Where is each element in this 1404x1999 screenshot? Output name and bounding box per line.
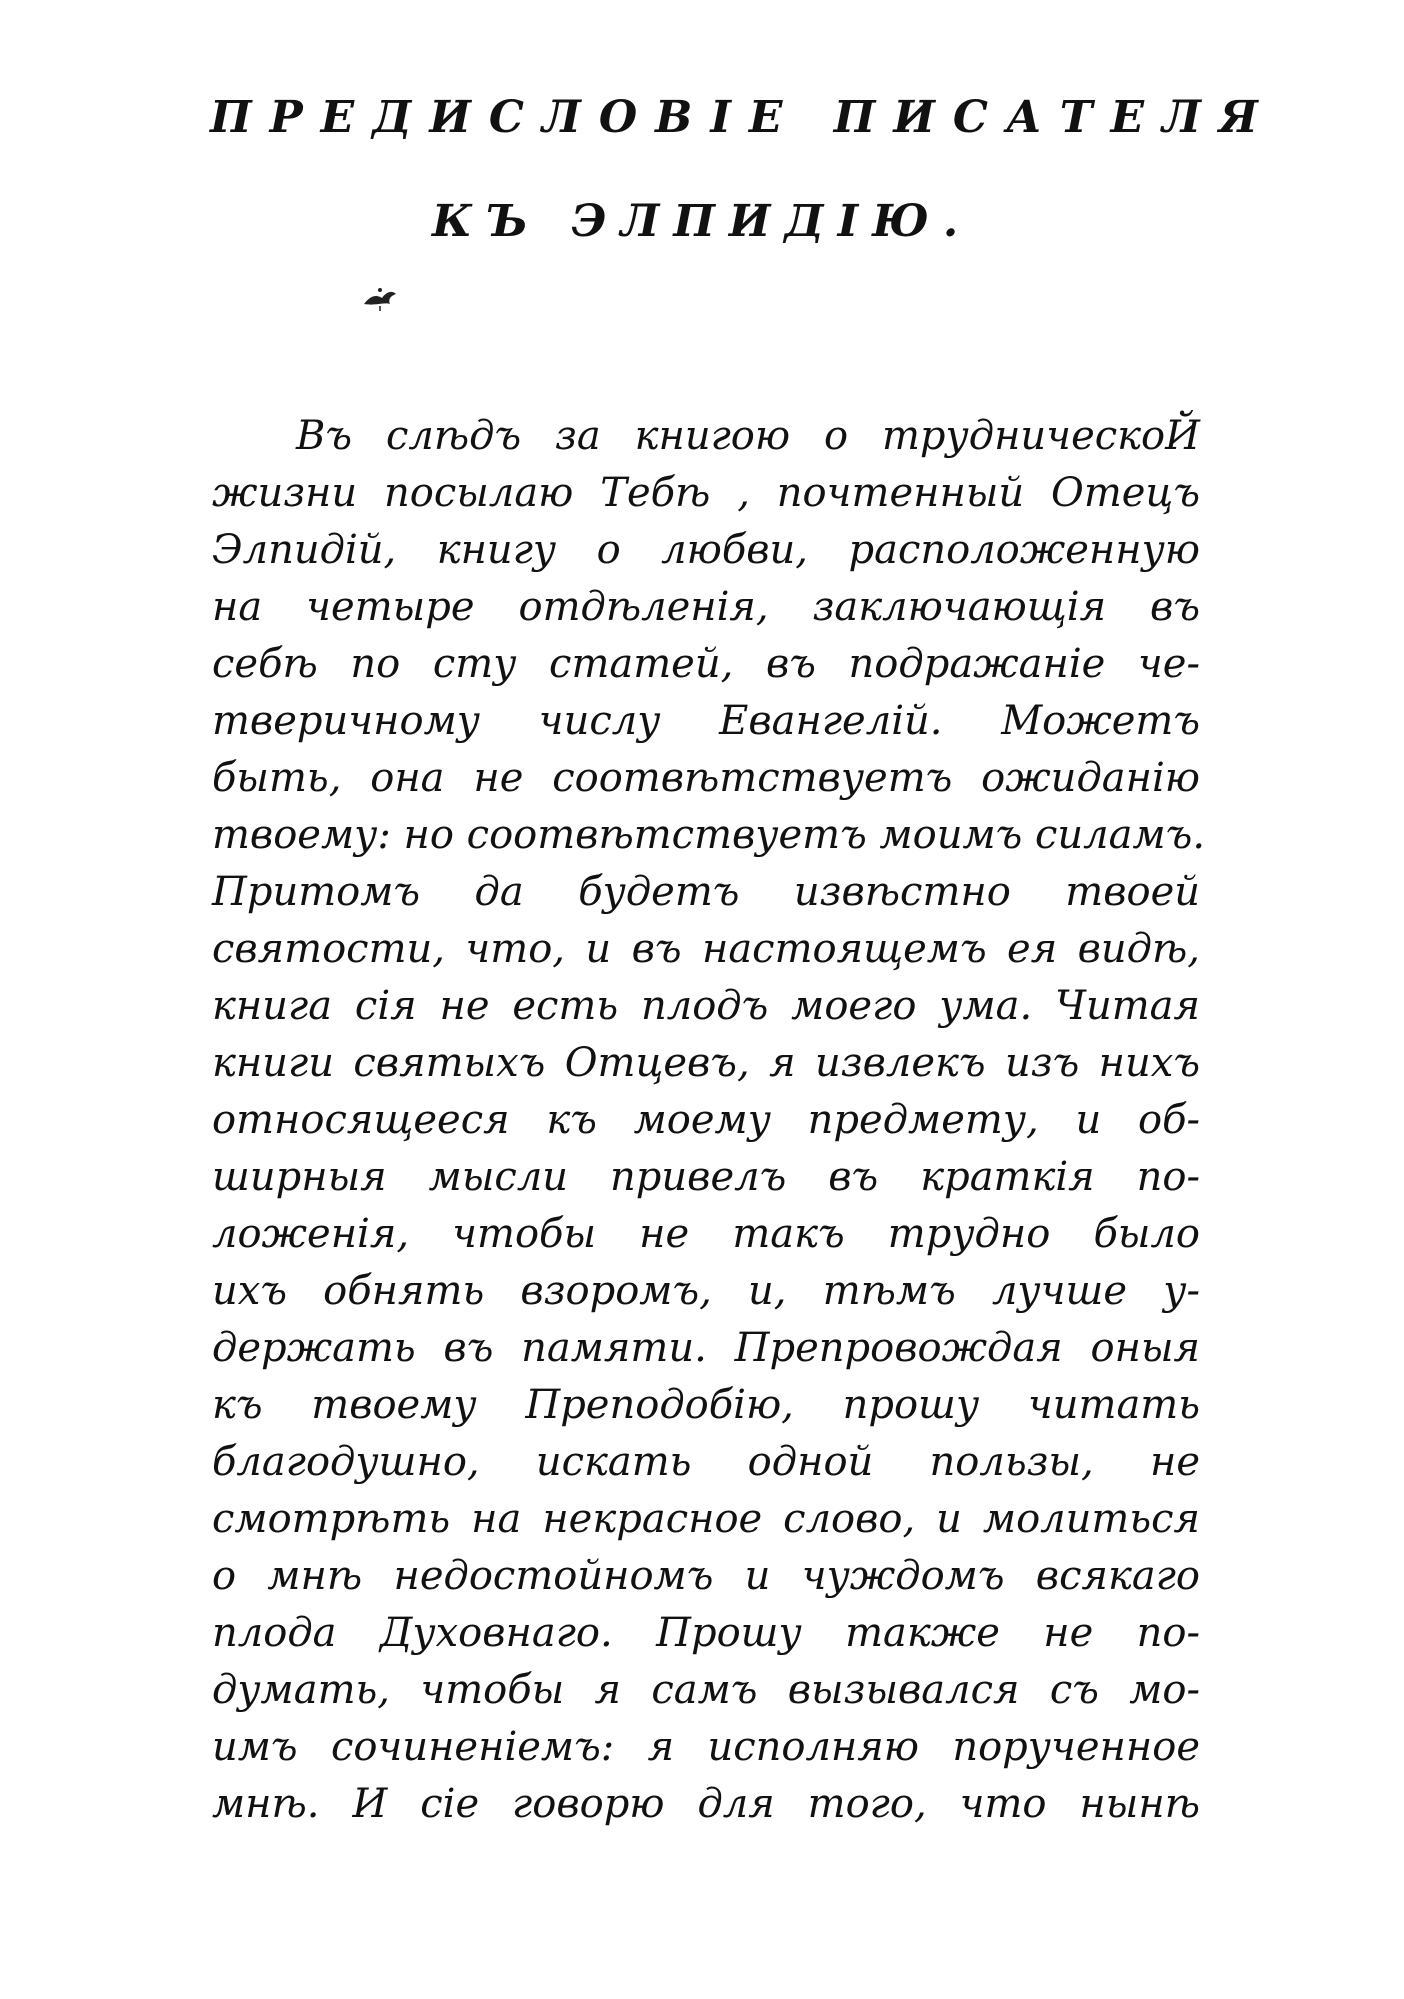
text-line: къ твоему Преподобію, прошу читать — [212, 1382, 1200, 1428]
text-line: ихъ обнять взоромъ, и, тѣмъ лучше у- — [212, 1268, 1200, 1314]
text-line: мнѣ. И сіе говорю для того, что нынѣ — [212, 1781, 1200, 1827]
text-line: Въ слѣдъ за книгою о трудническоЙ — [296, 413, 1200, 459]
text-line: книга сія не есть плодъ моего ума. Читая — [212, 983, 1200, 1029]
text-line: Элпидій, книгу о любви, расположенную — [212, 527, 1200, 573]
text-line: смотрѣть на некрасное слово, и молиться — [212, 1496, 1200, 1542]
text-line: быть, она не соотвѣтствуетъ ожиданію — [212, 755, 1200, 801]
text-line: благодушно, искать одной пользы, не — [212, 1439, 1200, 1485]
text-line: себѣ по сту статей, въ подражаніе че- — [212, 641, 1200, 687]
text-line: книги святыхъ Отцевъ, я извлекъ изъ нихъ — [212, 1040, 1200, 1086]
text-line: держать въ памяти. Препровождая оныя — [212, 1325, 1200, 1371]
page-subtitle: КЪ ЭЛПИДІЮ. — [432, 196, 973, 247]
text-line: ложенія, чтобы не такъ трудно было — [212, 1211, 1200, 1257]
body-text — [212, 408, 1206, 1833]
text-line: имъ сочиненіемъ: я исполняю порученное — [212, 1724, 1200, 1770]
text-line: ширныя мысли привелъ въ краткія по- — [212, 1154, 1200, 1200]
page-title: ПРЕДИСЛОВІЕ ПИСАТЕЛЯ — [210, 92, 1276, 143]
text-line: о мнѣ недостойномъ и чуждомъ всякаго — [212, 1553, 1200, 1599]
text-line: твоему: но соотвѣтствуетъ моимъ силамъ. — [212, 812, 1206, 858]
text-line: относящееся къ моему предмету, и об- — [212, 1097, 1200, 1143]
text-line: святости, что, и въ настоящемъ ея видѣ, — [212, 926, 1200, 972]
text-line: Притомъ да будетъ извѣстно твоей — [212, 869, 1200, 915]
ornament-icon — [360, 282, 400, 312]
text-line: думать, чтобы я самъ вызывался съ мо- — [212, 1667, 1200, 1713]
text-line: плода Духовнаго. Прошу также не по- — [212, 1610, 1200, 1656]
text-line: жизни посылаю Тебѣ , почтенный Отецъ — [212, 470, 1200, 516]
text-line: тверичному числу Евангелій. Можетъ — [212, 698, 1200, 744]
text-line: на четыре отдѣленія, заключающія въ — [212, 584, 1200, 630]
